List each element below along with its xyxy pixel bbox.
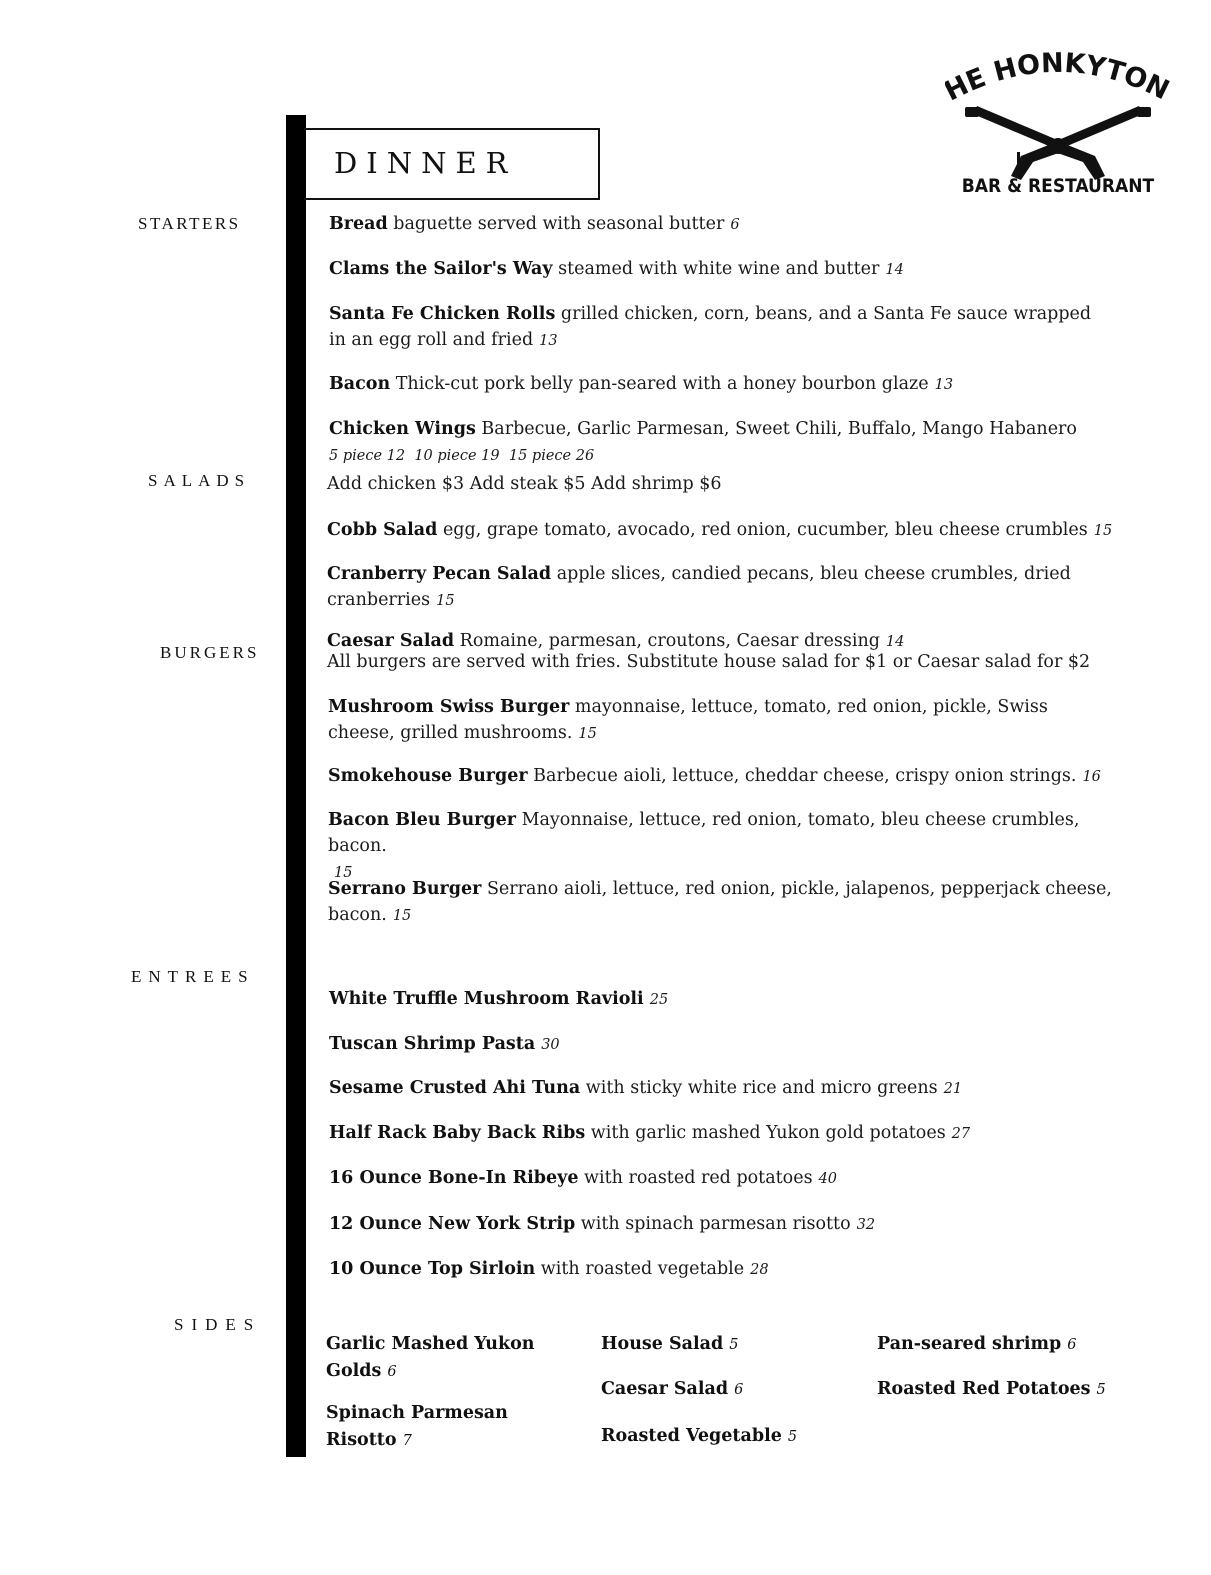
burger-note: All burgers are served with fries. Substitute house salad for $1 or Caesar salad for $2 [327,652,1091,672]
side-item: Roasted Red Potatoes 5 [877,1379,1106,1399]
menu-item: Santa Fe Chicken Rolls grilled chicken, corn, beans, and a Santa Fe sauce wrapped in an egg roll and fried 13 [329,304,1092,350]
menu-item: Sesame Crusted Ahi Tuna with sticky white rice and micro greens 21 [329,1078,963,1098]
side-item: Spinach Parmesan Risotto 7 [326,1403,508,1450]
svg-text:THE HONKYTONK [945,52,1171,107]
menu-item: 12 Ounce New York Strip with spinach parmesan risotto 32 [329,1214,876,1234]
menu-item: White Truffle Mushroom Ravioli 25 [329,989,669,1009]
side-item: House Salad 5 [601,1334,739,1354]
menu-item: Mushroom Swiss Burger mayonnaise, lettuce, tomato, red onion, pickle, Swiss cheese, grilled mushrooms. 15 [328,697,1048,743]
page-title: DINNER [334,146,517,180]
vertical-divider-bar [286,115,306,1457]
side-item: Caesar Salad 6 [601,1379,744,1399]
category-burgers: BURGERS [160,643,260,662]
category-starters: STARTERS [138,214,241,233]
category-entrees: ENTREES [131,967,255,986]
logo-subtitle: BAR & RESTAURANT [961,175,1155,197]
menu-item: Half Rack Baby Back Ribs with garlic mashed Yukon gold potatoes 27 [329,1123,971,1143]
wings-addons: Add chicken $3 Add steak $5 Add shrimp $6 [327,474,722,494]
menu-item: 16 Ounce Bone-In Ribeye with roasted red potatoes 40 [329,1168,838,1188]
menu-item: Chicken Wings Barbecue, Garlic Parmesan, Sweet Chili, Buffalo, Mango Habanero 5 piece 12 10 piece 19 15 piece 26 [329,419,1077,464]
menu-item: Bacon Bleu Burger Mayonnaise, lettuce, red onion, tomato, bleu cheese crumbles, bacon. 15 [328,810,1080,881]
menu-item: 10 Ounce Top Sirloin with roasted vegetable 28 [329,1259,769,1279]
menu-item: Cobb Salad egg, grape tomato, avocado, red onion, cucumber, bleu cheese crumbles 15 [327,520,1113,540]
menu-item: Smokehouse Burger Barbecue aioli, lettuce, cheddar cheese, crispy onion strings. 16 [328,766,1101,786]
menu-item: Caesar Salad Romaine, parmesan, croutons, Caesar dressing 14 [327,631,905,651]
category-salads: SALADS [148,471,251,490]
crossed-revolvers-icon [965,106,1151,180]
menu-item: Bacon Thick-cut pork belly pan-seared with a honey bourbon glaze 13 [329,374,954,394]
logo-title: E HONKYTON [961,52,1171,107]
menu-item: Cranberry Pecan Salad apple slices, candied pecans, bleu cheese crumbles, dried cranberries 15 [327,564,1071,610]
category-sides: SIDES [174,1315,262,1334]
side-item: Garlic Mashed Yukon Golds 6 [326,1334,535,1381]
menu-item: Clams the Sailor's Way steamed with white wine and butter 14 [329,259,904,279]
menu-item: Tuscan Shrimp Pasta 30 [329,1034,560,1054]
menu-item: Serrano Burger Serrano aioli, lettuce, red onion, pickle, jalapenos, pepperjack cheese, bacon. 15 [328,879,1112,925]
honkytonk-logo [945,52,1171,202]
side-item: Roasted Vegetable 5 [601,1426,798,1446]
side-item: Pan-seared shrimp 6 [877,1334,1077,1354]
menu-item: Bread baguette served with seasonal butter 6 [329,214,740,234]
